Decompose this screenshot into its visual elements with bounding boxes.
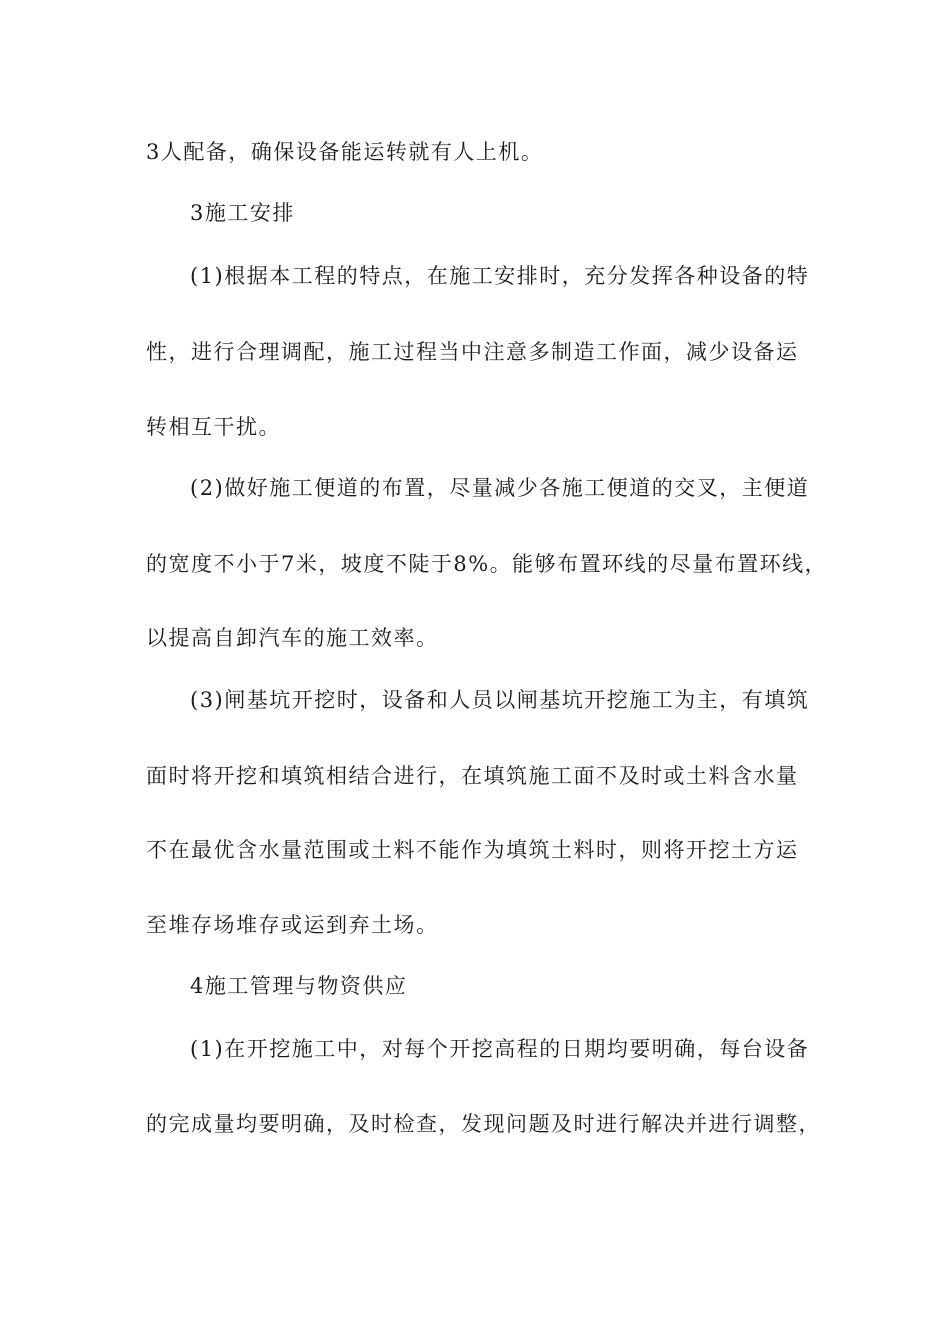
section-heading: 4施工管理与物资供应 xyxy=(190,974,408,998)
paragraph-1-line: 转相互干扰。 xyxy=(146,415,281,439)
paragraph-2-line: 以提高自卸汽车的施工效率。 xyxy=(146,626,439,650)
paragraph-1-line: 性，进行合理调配，施工过程当中注意多制造工作面，减少设备运 xyxy=(146,340,799,364)
paragraph-3-line: 面时将开挖和填筑相结合进行，在填筑施工面不及时或土料含水量 xyxy=(146,764,799,788)
paragraph-2-line: 的宽度不小于7米，坡度不陡于8%。能够布置环线的尽量布置环线， xyxy=(146,552,828,576)
body-text-line: 3人配备，确保设备能运转就有人上机。 xyxy=(146,140,544,164)
paragraph-2-line: (2)做好施工便道的布置，尽量减少各施工便道的交叉，主便道 xyxy=(190,476,810,500)
paragraph-3-line: 至堆存场堆存或运到弃土场。 xyxy=(146,913,439,937)
paragraph-4-line: (1)在开挖施工中，对每个开挖高程的日期均要明确，每台设备 xyxy=(190,1037,810,1061)
section-heading: 3施工安排 xyxy=(190,201,295,225)
paragraph-1-line: (1)根据本工程的特点，在施工安排时，充分发挥各种设备的特 xyxy=(190,264,810,288)
paragraph-3-line: 不在最优含水量范围或土料不能作为填筑土料时，则将开挖土方运 xyxy=(146,838,799,862)
paragraph-3-line: (3)闸基坑开挖时，设备和人员以闸基坑开挖施工为主，有填筑 xyxy=(190,688,810,712)
paragraph-4-line: 的完成量均要明确，及时检查，发现问题及时进行解决并进行调整， xyxy=(146,1112,821,1136)
